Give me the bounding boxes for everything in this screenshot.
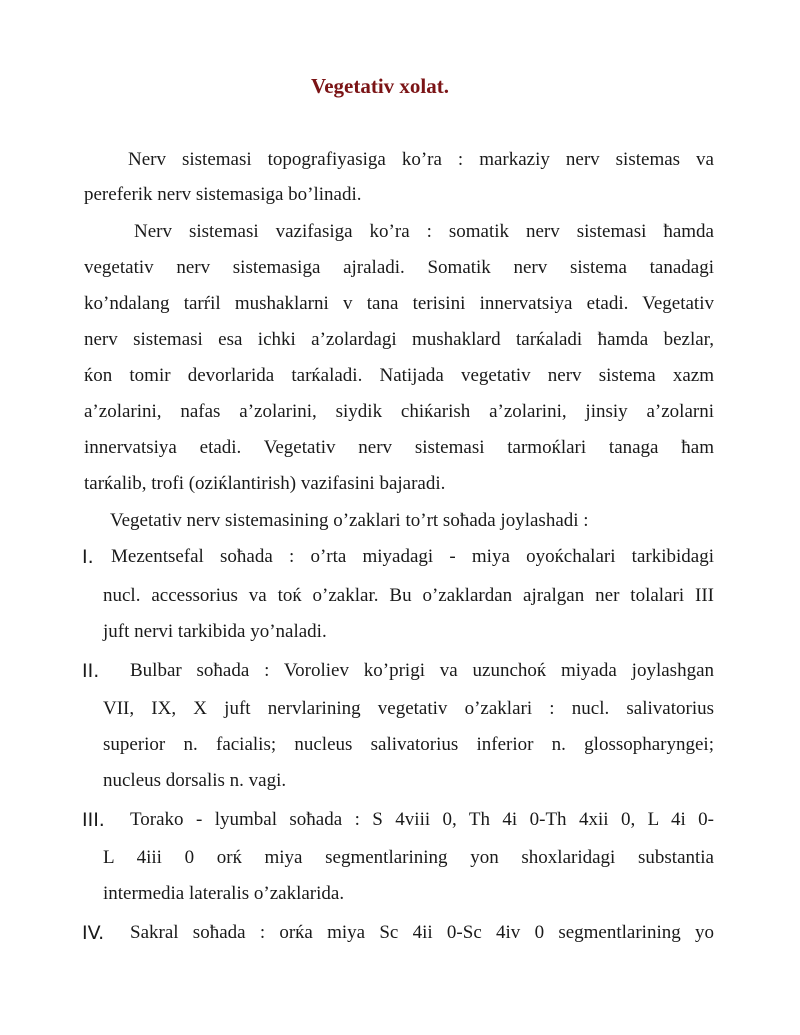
list-item-line: nucl. accessorius va toќ o’zaklar. Bu o’zaklardan ajralgan ner tolalari III	[103, 585, 714, 606]
text-line: ko’ndalang tarŕil mushaklarni v tana terisini innervatsiya etadi. Vegetativ	[84, 293, 714, 314]
text-line: vegetativ nerv sistemasiga ajraladi. Somatik nerv sistema tanadagi	[84, 257, 714, 278]
list-item-line: superior n. facialis; nucleus salivatorius inferior n. glossopharyngei;	[103, 734, 714, 755]
list-numeral: II.	[82, 660, 100, 682]
list-item-line: Bulbar soħada : Voroliev ko’prigi va uzunchoќ miyada joylashgan	[130, 660, 714, 681]
list-numeral: III.	[82, 809, 105, 831]
text-line: Vegetativ nerv sistemasining o’zaklari to’rt soħada joylashadi :	[110, 510, 589, 531]
list-item-line: intermedia lateralis o’zaklarida.	[103, 883, 345, 904]
list-item-line: Sakral soħada : orќa miya Sc 4ii 0-Sc 4iv 0 segmentlarining yo	[130, 922, 714, 943]
text-line: Nerv sistemasi topografiyasiga ko’ra : markaziy nerv sistemas va	[128, 149, 714, 170]
list-item-line: Mezentsefal soħada : o’rta miyadagi - miya oyoќchalari tarkibidagi	[111, 546, 714, 567]
list-item-line: L 4iii 0 orќ miya segmentlarining yon shoxlaridagi substantia	[103, 847, 714, 868]
text-line: a’zolarini, nafas a’zolarini, siydik chiќarish a’zolarini, jinsiy a’zolarni	[84, 401, 714, 422]
list-numeral: I.	[82, 546, 94, 568]
text-line: innervatsiya etadi. Vegetativ nerv sistemasi tarmoќlari tanaga ħam	[84, 437, 714, 458]
list-numeral: IV.	[82, 922, 105, 944]
text-line: pereferik nerv sistemasiga bo’linadi.	[84, 184, 362, 205]
text-line: tarќalib, trofi (oziќlantirish) vazifasini bajaradi.	[84, 473, 446, 494]
list-item-line: VII, IX, X juft nervlarining vegetativ o’zaklari : nucl. salivatorius	[103, 698, 714, 719]
text-line: nerv sistemasi esa ichki a’zolardagi mushaklard tarќaladi ħamda bezlar,	[84, 329, 714, 350]
text-line: ќon tomir devorlarida tarќaladi. Natijada vegetativ nerv sistema xazm	[84, 365, 714, 386]
text-line: Nerv sistemasi vazifasiga ko’ra : somatik nerv sistemasi ħamda	[134, 221, 714, 242]
list-item-line: Torako - lyumbal soħada : S 4viii 0, Th 4i 0-Th 4xii 0, L 4i 0-	[130, 809, 714, 830]
list-item-line: nucleus dorsalis n. vagi.	[103, 770, 287, 791]
document-title: Vegetativ xolat.	[310, 74, 450, 98]
list-item-line: juft nervi tarkibida yo’naladi.	[103, 621, 327, 642]
